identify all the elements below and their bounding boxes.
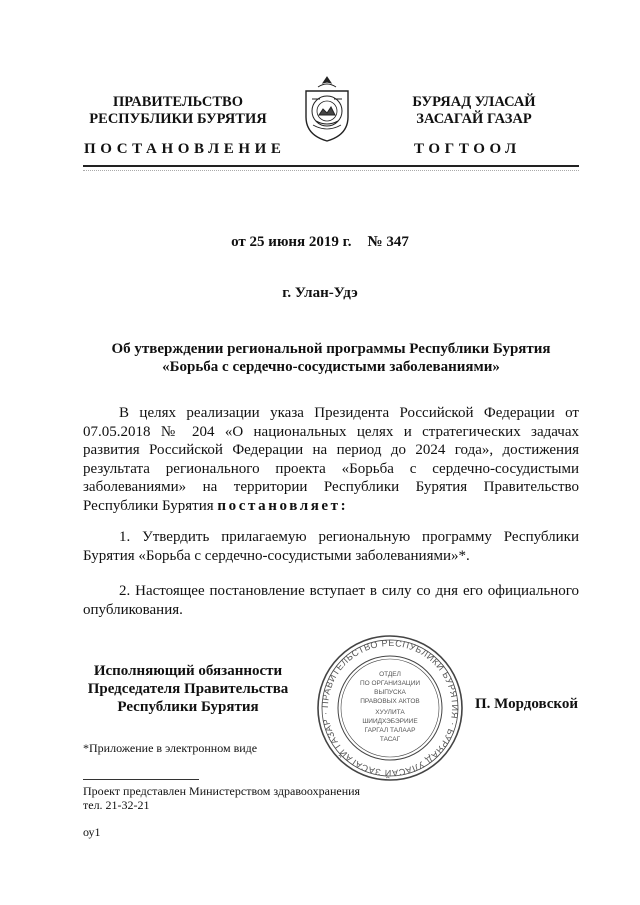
document-code: оу1 <box>83 825 101 839</box>
header-right-line2: ЗАСАГАЙ ГАЗАР <box>416 111 532 127</box>
signatory-title <box>83 662 293 716</box>
header-left-line2: РЕСПУБЛИКИ БУРЯТИЯ <box>89 111 267 127</box>
signatory-name: П. Мордовской <box>474 696 578 712</box>
doc-kind-left: ПОСТАНОВЛЕНИЕ <box>84 141 286 157</box>
prepared-by-note: Проект представлен Министерством здравоохранения <box>83 784 361 798</box>
doc-title-line2: «Борьба с сердечно-сосудистыми заболеваниями» <box>162 359 500 375</box>
seal-inner-line4: ПРАВОВЫХ АКТОВ <box>360 698 420 705</box>
doc-kind-right: ТОГТООЛ <box>414 141 521 157</box>
doc-city: г. Улан-Удэ <box>282 285 358 301</box>
header-right <box>368 94 580 128</box>
header-rule-dotted <box>83 170 579 171</box>
header-left <box>60 94 296 128</box>
footnote-rule <box>83 779 199 780</box>
contact-phone: тел. 21-32-21 <box>83 798 150 812</box>
seal-inner-line6: ШИИДХЭБЭРИИЕ <box>362 718 418 725</box>
header-right-line1: БУРЯАД УЛАСАЙ <box>412 94 536 110</box>
signatory-title-line1: Исполняющий обязанности <box>93 663 283 679</box>
body-paragraph-1-emphasis: постановляет: <box>217 497 349 514</box>
seal-inner-line5: ХУУЛИТА <box>375 709 405 716</box>
doc-title <box>83 340 579 376</box>
body-paragraph-1-text: В целях реализации указа Президента Российской Федерации от 07.05.2018 № 204 «О национальных целях и стратегических задачах развития Российской Федерации на период до 2024 года», достижения результата регионального проекта «Борьба с сердечно-сосудистыми заболеваниями» на территории Республики Бурятия Правительство Республики Бурятия <box>83 405 579 514</box>
seal-inner-line8: ТАСАГ <box>379 736 401 743</box>
doc-date-number <box>0 234 640 251</box>
doc-date: от 25 июня 2019 г. <box>231 234 352 250</box>
seal-inner-line3: ВЫПУСКА <box>374 689 406 696</box>
seal-inner-line2: ПО ОРГАНИЗАЦИИ <box>359 680 421 687</box>
body-paragraph-1 <box>83 404 579 515</box>
doc-title-line1: Об утверждении региональной программы Республики Бурятия <box>111 341 551 357</box>
body-paragraph-3: 2. Настоящее постановление вступает в силу со дня его официального опубликования. <box>83 583 579 618</box>
annex-note: *Приложение в электронном виде <box>83 741 258 755</box>
doc-number: № 347 <box>367 234 409 250</box>
signatory-title-line3: Республики Бурятия <box>117 699 259 715</box>
seal-ring-text: ПРАВИТЕЛЬСТВО РЕСПУБЛИКИ БУРЯТИЯ · БУРЯАД УЛАСАЙ ЗАСАГАЙ ГАЗАР · <box>319 637 461 779</box>
header-rule <box>83 165 579 167</box>
coat-of-arms-emblem <box>298 73 356 145</box>
body-paragraph-2: 1. Утвердить прилагаемую региональную программу Республики Бурятия «Борьба с сердечно-сосудистыми заболеваниями»*. <box>83 529 579 564</box>
seal-inner-line7: ГАРГАЛ ТАЛААР <box>364 727 416 734</box>
header-left-line1: ПРАВИТЕЛЬСТВО <box>113 94 243 110</box>
seal-inner-line1: ОТДЕЛ <box>379 671 401 678</box>
signatory-title-line2: Председателя Правительства <box>87 681 289 697</box>
official-seal-stamp <box>310 632 470 784</box>
